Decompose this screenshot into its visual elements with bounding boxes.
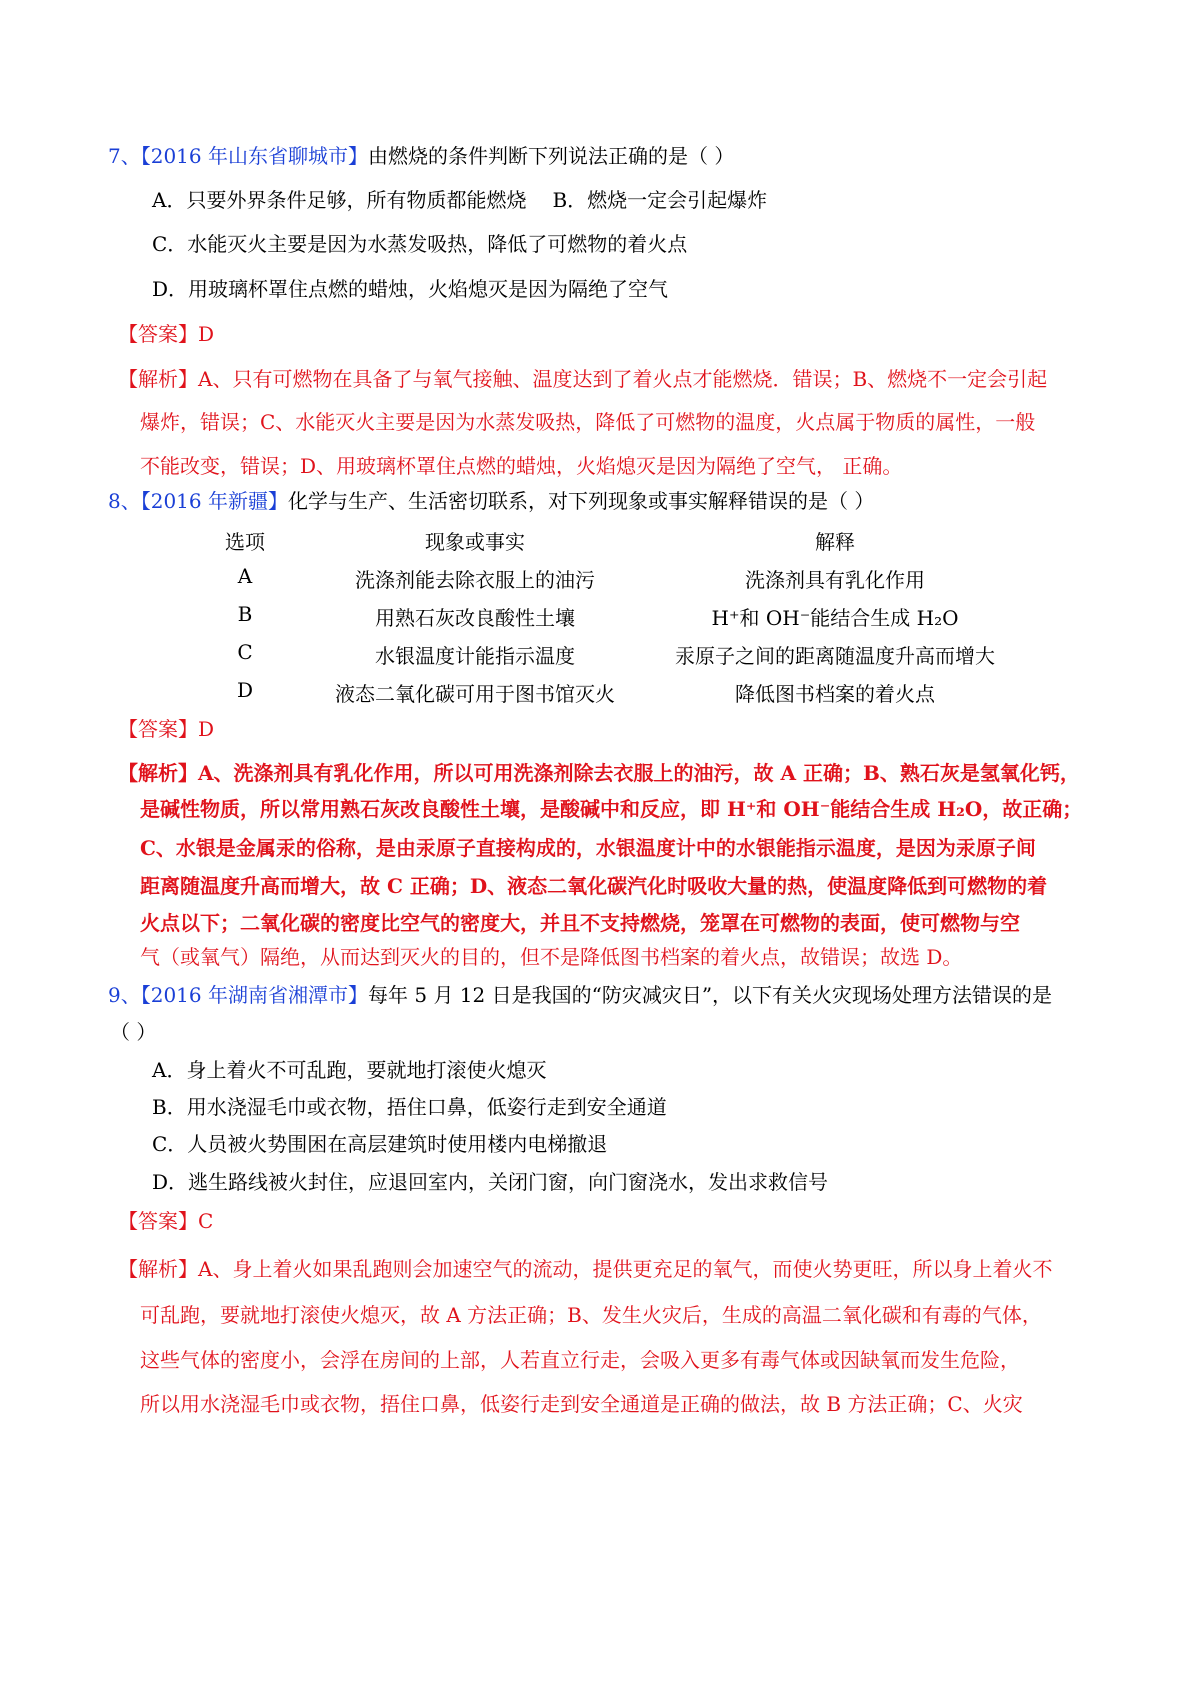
answer-line (118, 321, 214, 347)
analysis-line: 气（或氧气）隔绝，从而达到灭火的目的，但不是降低图书档案的着火点，故错误；故选 D。 (140, 945, 963, 969)
option-b: B．用水浇湿毛巾或衣物，捂住口鼻，低姿行走到安全通道 (152, 1095, 667, 1119)
table-header: 现象或事实 (425, 530, 525, 554)
table-row (200, 678, 1060, 708)
table-cell: H⁺和 OH⁻能结合生成 H₂O (711, 606, 959, 630)
analysis-line: 是碱性物质，所以常用熟石灰改良酸性土壤，是酸碱中和反应，即 H⁺和 OH⁻能结合生成 H₂O，故正确； (140, 797, 1083, 821)
answer-line (118, 1208, 213, 1234)
table-cell: 洗涤剂具有乳化作用 (745, 568, 925, 592)
option-a: A．身上着火不可乱跑，要就地打滚使火熄灭 (152, 1058, 547, 1082)
question-text: 由燃烧的条件判断下列说法正确的是（ ） (368, 144, 735, 168)
table-cell: 洗涤剂能去除衣服上的油污 (355, 568, 595, 592)
question-9-stem (108, 982, 1052, 1008)
analysis-line: 不能改变，错误；D、用玻璃杯罩住点燃的蜡烛，火焰熄灭是因为隔绝了空气， 正确。 (140, 454, 903, 478)
answer-label: 【答案】 (118, 1209, 198, 1233)
question-number: 9、 (108, 983, 141, 1007)
question-text: 每年 5 月 12 日是我国的“防灾减灾日”，以下有关火灾现场处理方法错误的是 (368, 983, 1053, 1007)
question-7-options-ab (152, 187, 767, 213)
answer-label: 【答案】 (118, 322, 198, 346)
question-source: 【2016 年湖南省湘潭市】 (140, 983, 368, 1007)
analysis-label: 【解析】 (118, 367, 198, 391)
option-d: D．用玻璃杯罩住点燃的蜡烛，火焰熄灭是因为隔绝了空气 (152, 277, 669, 301)
table-cell: D (236, 678, 254, 702)
table-cell: A (237, 564, 253, 588)
analysis-line: 距离随温度升高而增大，故 C 正确；D、液态二氧化碳汽化时吸收大量的热，使温度降低到可燃物的着 (140, 874, 1048, 898)
answer-value: D (198, 322, 215, 346)
question-source: 【2016 年新疆】 (140, 489, 288, 513)
option-c: C．水能灭火主要是因为水蒸发吸热，降低了可燃物的着火点 (152, 232, 688, 256)
analysis-label: 【解析】 (118, 1257, 198, 1281)
question-7-stem (108, 143, 734, 169)
analysis-line: 【解析】A、身上着火如果乱跑则会加速空气的流动，提供更充足的氧气，而使火势更旺，所以身上着火不 (118, 1257, 1053, 1281)
table-header: 解释 (815, 530, 855, 554)
answer-line (118, 716, 214, 742)
question-9-blank: （ ） (110, 1020, 157, 1044)
table-cell: C (237, 640, 253, 664)
answer-label: 【答案】 (118, 717, 198, 741)
table-cell: 用熟石灰改良酸性土壤 (375, 606, 575, 630)
table-header-row (200, 526, 1060, 556)
table-cell: 液态二氧化碳可用于图书馆灭火 (335, 682, 615, 706)
question-8-stem (108, 488, 874, 514)
table-cell: 降低图书档案的着火点 (735, 682, 935, 706)
table-cell: 汞原子之间的距离随温度升高而增大 (675, 644, 995, 668)
analysis-line: 可乱跑，要就地打滚使火熄灭，故 A 方法正确；B、发生火灾后，生成的高温二氧化碳和有毒的气体， (140, 1303, 1042, 1327)
table-header: 选项 (225, 530, 265, 554)
option-a: A．只要外界条件足够，所有物质都能燃烧 (152, 188, 527, 212)
question-source: 【2016 年山东省聊城市】 (140, 144, 368, 168)
option-d: D．逃生路线被火封住，应退回室内，关闭门窗，向门窗浇水，发出求救信号 (152, 1170, 829, 1194)
answer-value: C (198, 1209, 214, 1233)
table-cell: B (237, 602, 253, 626)
question-number: 8、 (108, 489, 141, 513)
analysis-line: 所以用水浇湿毛巾或衣物，捂住口鼻，低姿行走到安全通道是正确的做法，故 B 方法正确；C、火灾 (140, 1392, 1023, 1416)
option-c: C．人员被火势围困在高层建筑时使用楼内电梯撤退 (152, 1132, 608, 1156)
table-row (200, 602, 1060, 632)
analysis-line: 这些气体的密度小，会浮在房间的上部，人若直立行走，会吸入更多有毒气体或因缺氧而发生危险， (140, 1348, 1020, 1372)
question-number: 7、 (108, 144, 141, 168)
option-b: B．燃烧一定会引起爆炸 (552, 188, 768, 212)
analysis-label: 【解析】 (118, 761, 198, 785)
answer-value: D (198, 717, 215, 741)
question-text: 化学与生产、生活密切联系，对下列现象或事实解释错误的是（ ） (288, 489, 875, 513)
analysis-line: C、水银是金属汞的俗称，是由汞原子直接构成的，水银温度计中的水银能指示温度，是因为汞原子间 (140, 836, 1036, 860)
table-cell: 水银温度计能指示温度 (375, 644, 575, 668)
analysis-line: 【解析】A、只有可燃物在具备了与氧气接触、温度达到了着火点才能燃烧．错误；B、燃烧不一定会引起 (118, 367, 1048, 391)
analysis-line: 【解析】A、洗涤剂具有乳化作用，所以可用洗涤剂除去衣服上的油污，故 A 正确；B、熟石灰是氢氧化钙， (118, 761, 1080, 785)
table-row (200, 640, 1060, 670)
analysis-line: 火点以下；二氧化碳的密度比空气的密度大，并且不支持燃烧，笼罩在可燃物的表面，使可燃物与空 (140, 911, 1020, 935)
analysis-line: 爆炸，错误；C、水能灭火主要是因为水蒸发吸热，降低了可燃物的温度，火点属于物质的属性，一般 (140, 410, 1036, 434)
table-row (200, 564, 1060, 594)
